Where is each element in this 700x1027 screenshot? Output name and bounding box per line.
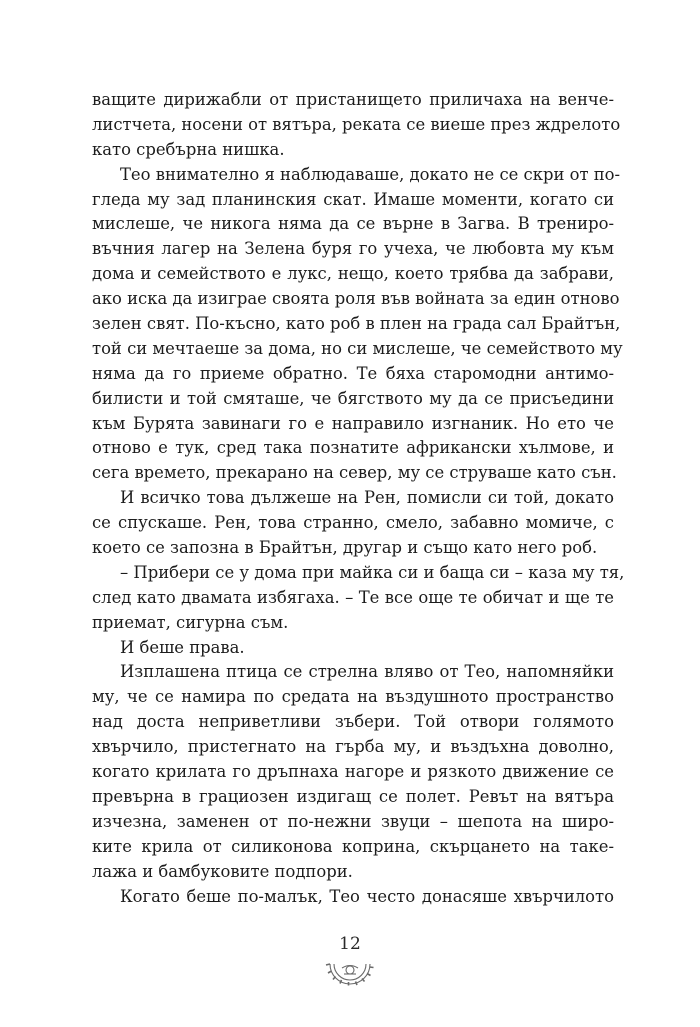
text-line: изчезна, заменен от по-нежни звуци – шепота на широ- bbox=[92, 811, 614, 831]
text-line: сега времето, прекарано на север, му се струваше като сън. bbox=[92, 463, 617, 483]
text-line: гледа му зад планинския скат. Имаше моменти, когато си bbox=[92, 189, 614, 209]
text-line: той си мечтаеше за дома, но си мислеше, че семейството му bbox=[92, 338, 623, 358]
text-line: хвърчило, пристегнато на гърба му, и въздъхна доволно, bbox=[92, 737, 614, 757]
text-line: дома и семейството е лукс, нещо, което трябва да забрави, bbox=[92, 264, 614, 284]
text-line: И всичко това дължеше на Рен, помисли си той, докато bbox=[120, 488, 614, 508]
text-line: ако иска да изиграе своята роля във войната за един отново bbox=[92, 289, 620, 309]
page-number: 12 bbox=[339, 934, 361, 954]
text-line: Изплашена птица се стрелна вляво от Тео, напомняйки bbox=[120, 662, 614, 682]
text-line: му, че се намира по средата на въздушното пространство bbox=[92, 687, 614, 707]
text-line: към Бурята завинаги го е направило изгнаник. Но ето че bbox=[92, 413, 614, 433]
text-line: след като двамата избягаха. – Те все още те обичат и ще те bbox=[92, 587, 614, 607]
text-line: отново е тук, сред така познатите африкански хълмове, и bbox=[92, 438, 614, 458]
text-line: което се запозна в Брайтън, другар и също като него роб. bbox=[92, 538, 598, 558]
text-line: ващите дирижабли от пристанището приличаха на венче- bbox=[92, 90, 614, 109]
text-line: Тео внимателно я наблюдаваше, докато не се скри от по- bbox=[120, 164, 621, 184]
text-line: зелен свят. По-късно, като роб в плен на града сал Брайтън, bbox=[92, 314, 621, 334]
text-line: над доста неприветливи зъбери. Той отвори голямото bbox=[92, 712, 614, 732]
text-line: няма да го приеме обратно. Те бяха старомодни антимо- bbox=[92, 363, 614, 383]
text-line: превърна в грациозен издигащ се полет. Ревът на вятъра bbox=[92, 786, 614, 806]
text-line: се спускаше. Рен, това странно, смело, забавно момиче, с bbox=[92, 513, 614, 533]
text-line: мислеше, че никога няма да се върне в Загва. В трениро- bbox=[92, 214, 614, 234]
text-line: билисти и той смяташе, че бягството му да се присъедини bbox=[92, 388, 614, 408]
text-line: въчния лагер на Зелена буря го учеха, че любовта му към bbox=[92, 239, 614, 259]
text-line: Когато беше по-малък, Тео често донасяше хвърчилото bbox=[120, 886, 614, 906]
text-line: листчета, носени от вятъра, реката се виеше през ждрелото bbox=[92, 114, 621, 134]
text-line: – Прибери се у дома при майка си и баща си – каза му тя, bbox=[120, 562, 625, 582]
text-line: като сребърна нишка. bbox=[92, 139, 285, 159]
text-line: лажа и бамбуковите подпори. bbox=[92, 861, 353, 881]
body-text bbox=[92, 88, 625, 909]
text-line: ките крила от силиконова коприна, скърцането на таке- bbox=[92, 836, 614, 856]
text-line: когато крилата го дръпнаха нагоре и рязкото движение се bbox=[92, 762, 614, 782]
text-line: приемат, сигурна съм. bbox=[92, 612, 289, 632]
text-line: И беше права. bbox=[120, 637, 245, 657]
